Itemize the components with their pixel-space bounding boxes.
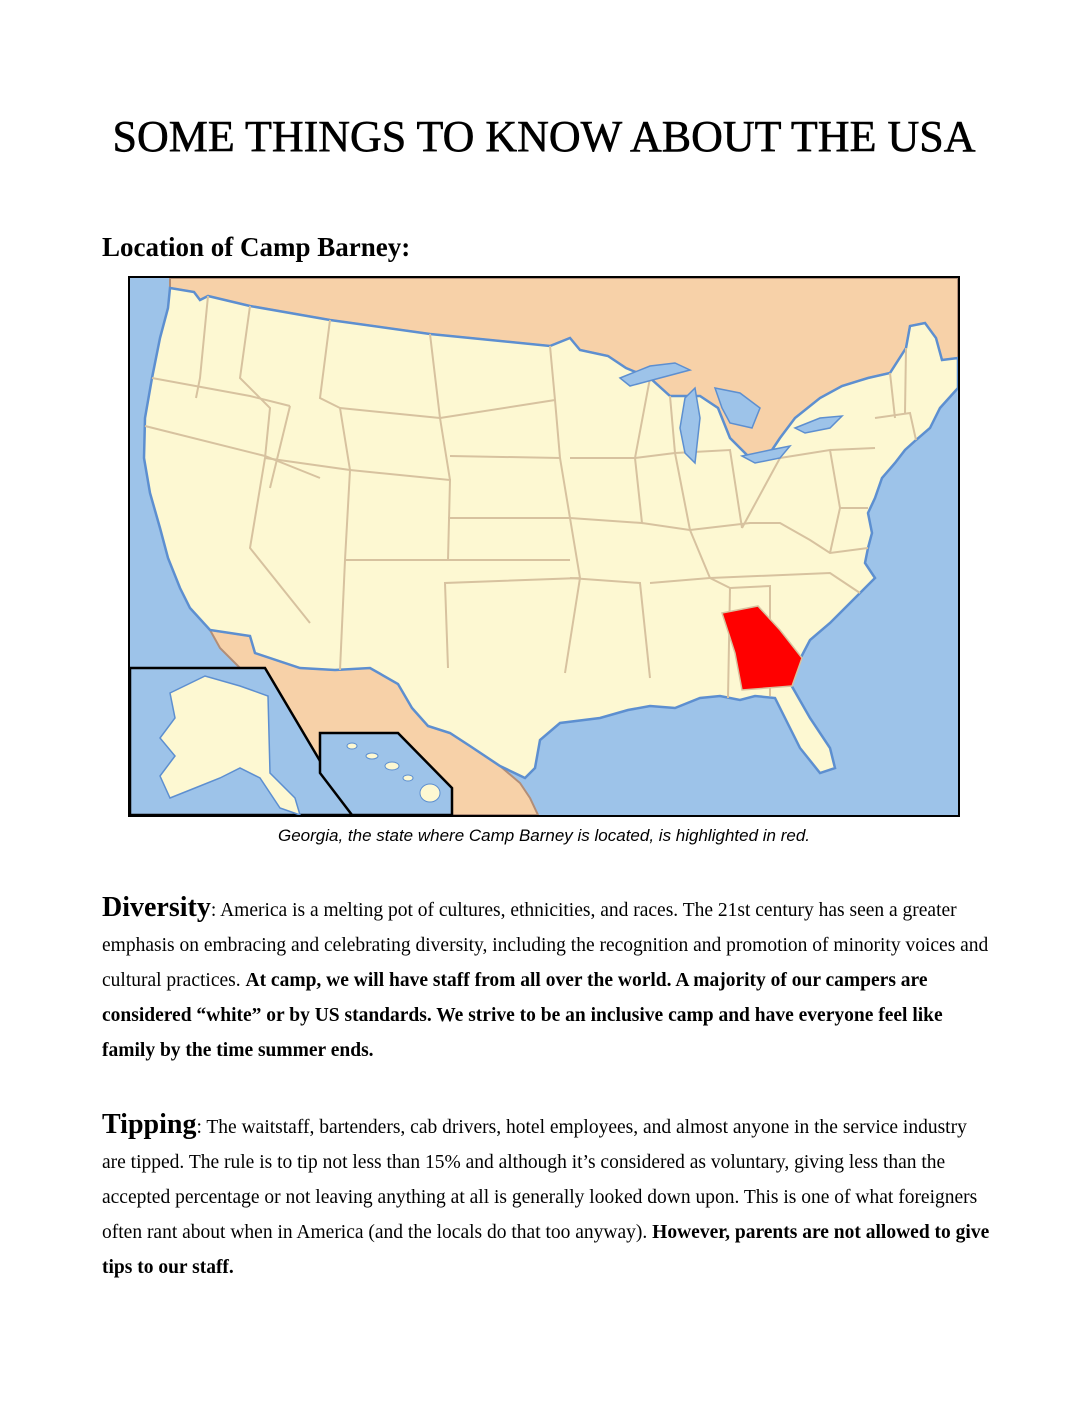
usa-map-graphic bbox=[130, 278, 958, 815]
map-caption: Georgia, the state where Camp Barney is located, is highlighted in red. bbox=[277, 826, 810, 845]
tipping-paragraph bbox=[102, 1107, 992, 1285]
page-title: SOME THINGS TO KNOW ABOUT THE USA bbox=[112, 112, 976, 161]
tipping-body: : The waitstaff, bartenders, cab drivers, hotel employees, and almost anyone in the service industry are tipped. The rule is to tip not less than 15% and although it’s considered as voluntary, giving less than the accepted percentage or not leaving anything at all is generally looked down upon. This is one of what foreigners often rant about when in America (and the locals do that too anyway). bbox=[102, 1117, 978, 1243]
tipping-bold-text: However, parents are not allowed to give tips to our staff. bbox=[102, 1222, 990, 1278]
diversity-heading: Diversity bbox=[102, 892, 211, 923]
tipping-heading: Tipping bbox=[102, 1109, 197, 1140]
usa-map bbox=[128, 276, 960, 817]
location-heading: Location of Camp Barney: bbox=[102, 232, 411, 262]
diversity-paragraph bbox=[102, 890, 992, 1068]
diversity-bold-text: At camp, we will have staff from all over the world. A majority of our campers are considered “white” or by US standards. We strive to be an inclusive camp and have everyone feel like family by the time summer ends. bbox=[102, 970, 943, 1061]
diversity-body: : America is a melting pot of cultures, ethnicities, and races. The 21st century has seen a greater emphasis on embracing and celebrating diversity, including the recognition and promotion of minority voices and cultural practices. bbox=[102, 900, 989, 991]
